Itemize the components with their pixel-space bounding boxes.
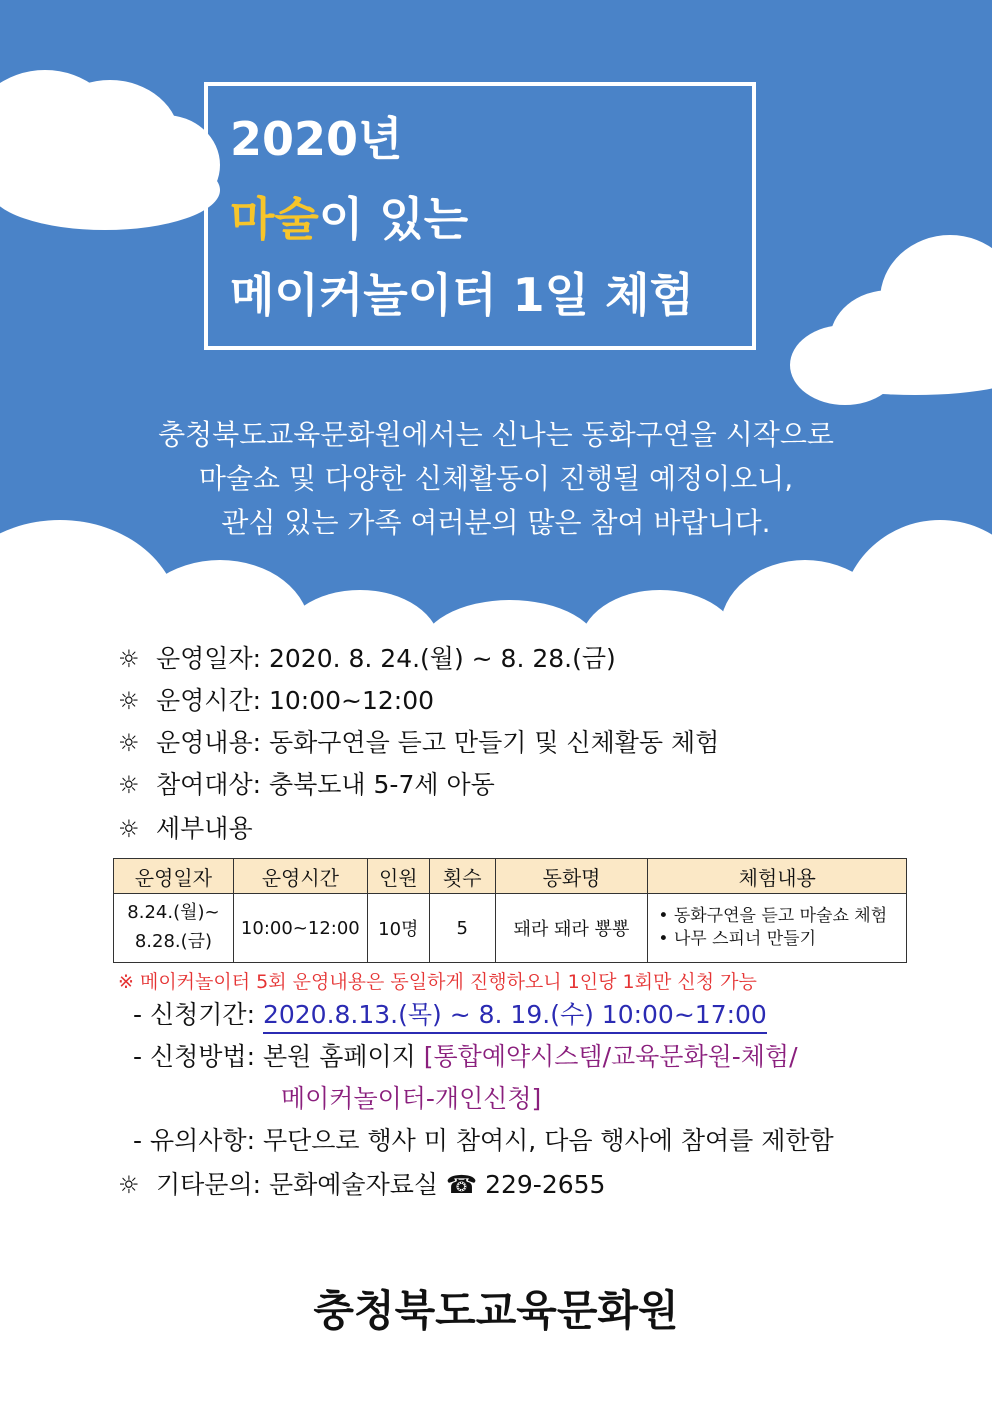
info-value: 2020. 8. 24.(월) ~ 8. 28.(금)	[268, 644, 616, 673]
title-year: 2020년	[230, 112, 403, 166]
title-line-3: 메이커놀이터 1일 체험	[230, 268, 694, 322]
info-label: 참여대상:	[156, 770, 262, 799]
sun-icon: ☼	[118, 687, 140, 715]
apply-period	[133, 1002, 767, 1027]
table-header: 횟수	[429, 859, 495, 894]
title-box	[204, 82, 756, 350]
info-label: 세부내용	[156, 814, 253, 843]
apply-method-continued	[281, 1086, 541, 1111]
date-line-1: 8.24.(월)~	[127, 902, 220, 924]
detail-table	[113, 858, 907, 963]
table-cell-story: 돼라 돼라 뿅뿅	[495, 894, 648, 963]
table-cell-count: 5	[429, 894, 495, 963]
table-header: 운영일자	[114, 859, 234, 894]
title-accent: 마술	[230, 192, 319, 246]
table-header: 운영시간	[233, 859, 367, 894]
table-cell-content	[648, 894, 907, 963]
contact-label: 기타문의:	[156, 1170, 262, 1199]
table-row	[114, 894, 907, 963]
apply-caution-label: - 유의사항:	[133, 1126, 255, 1155]
sun-icon: ☼	[118, 729, 140, 757]
intro-line-1: 충청북도교육문화원에서는 신나는 동화구연을 시작으로	[158, 418, 834, 451]
apply-method-path-1: [통합예약시스템/교육문화원-체험/	[423, 1042, 798, 1071]
apply-method-label: - 신청방법:	[133, 1042, 255, 1071]
sun-icon: ☼	[118, 1171, 140, 1199]
notice-text: ※ 메이커놀이터 5회 운영내용은 동일하게 진행하오니 1인당 1회만 신청 가능	[118, 971, 757, 993]
info-item-details	[118, 816, 253, 841]
apply-method	[133, 1044, 798, 1069]
contact-info	[118, 1172, 605, 1197]
contact-phone: 229-2655	[485, 1170, 606, 1199]
intro-line-3: 관심 있는 가족 여러분의 많은 참여 바랍니다.	[221, 506, 771, 539]
apply-caution	[133, 1128, 834, 1153]
info-value: 동화구연을 듣고 만들기 및 신체활동 체험	[268, 728, 720, 757]
table-cell-time: 10:00~12:00	[233, 894, 367, 963]
info-label: 운영일자:	[156, 644, 262, 673]
table-header: 동화명	[495, 859, 648, 894]
apply-caution-value: 무단으로 행사 미 참여시, 다음 행사에 참여를 제한함	[262, 1126, 834, 1155]
table-header: 체험내용	[648, 859, 907, 894]
info-label: 운영내용:	[156, 728, 262, 757]
apply-method-value: 본원 홈페이지	[262, 1042, 416, 1071]
date-line-2: 8.28.(금)	[134, 931, 213, 952]
info-label: 운영시간:	[156, 686, 262, 715]
intro-line-2: 마술쇼 및 다양한 신체활동이 진행될 예정이오니,	[198, 462, 794, 495]
content-item-2: • 나무 스피너 만들기	[658, 929, 817, 949]
table-header-row	[114, 859, 907, 894]
organization-name: 충청북도교육문화원	[313, 1286, 679, 1335]
info-item-target	[118, 772, 495, 797]
contact-value: 문화예술자료실	[268, 1170, 439, 1199]
phone-icon: ☎	[446, 1170, 478, 1199]
info-value: 충북도내 5-7세 아동	[268, 770, 495, 799]
content-item-1: • 동화구연을 듣고 마술쇼 체험	[658, 906, 888, 927]
title-line-2	[230, 192, 469, 246]
info-item-content	[118, 730, 719, 755]
sun-icon: ☼	[118, 645, 140, 673]
apply-method-path-2: 메이커놀이터-개인신청]	[281, 1084, 542, 1113]
table-cell-date	[114, 894, 234, 963]
info-item-date	[118, 646, 616, 671]
table-cell-people: 10명	[367, 894, 429, 963]
sun-icon: ☼	[118, 815, 140, 843]
info-item-time	[118, 688, 434, 713]
info-value: 10:00~12:00	[268, 686, 435, 715]
apply-period-value: 2020.8.13.(목) ~ 8. 19.(수) 10:00~17:00	[263, 1000, 767, 1034]
apply-period-label: - 신청기간:	[133, 1000, 255, 1029]
sun-icon: ☼	[118, 771, 140, 799]
table-header: 인원	[367, 859, 429, 894]
title-line-2-rest: 이 있는	[318, 192, 469, 246]
